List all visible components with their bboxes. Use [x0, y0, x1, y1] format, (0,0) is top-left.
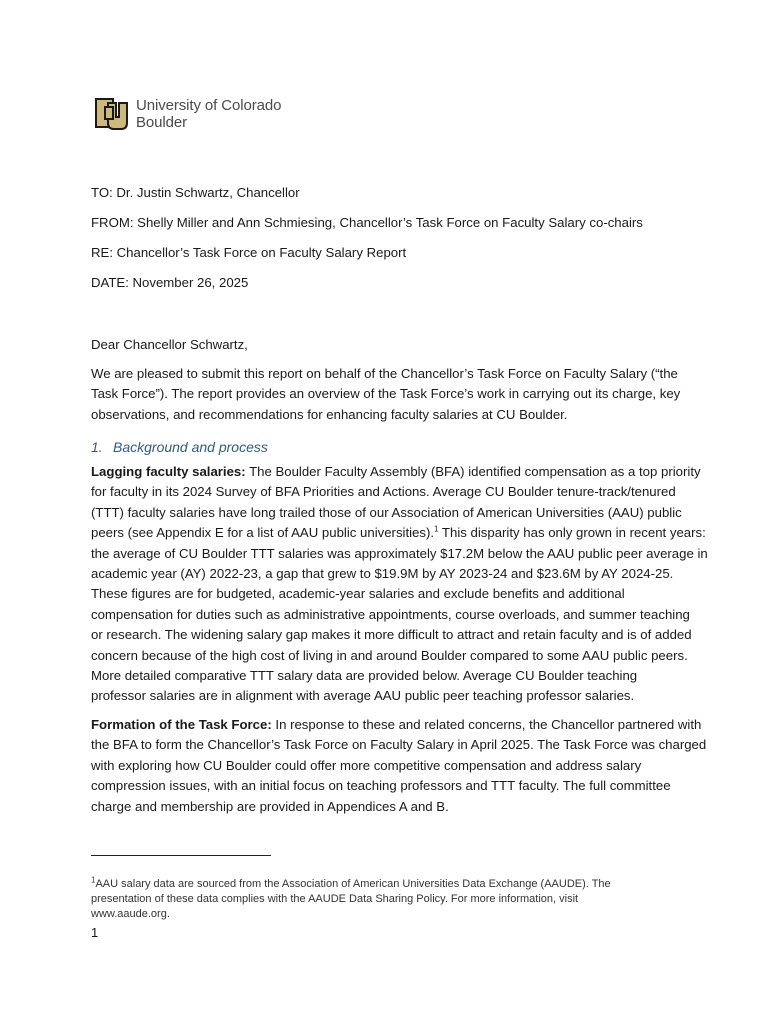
cu-logo-icon — [93, 95, 129, 133]
paragraph-line: peers (see Appendix E for a list of AAU public universities).$^1$ This disparity has only grown in recent years: — [91, 524, 706, 541]
paragraph-line: Lagging faculty salaries: The Boulder Faculty Assembly (BFA) identified compensation as a top priority — [91, 464, 701, 479]
paragraph-label: Formation of the Task Force: — [91, 717, 272, 732]
section-title: Background and process — [113, 439, 268, 455]
page-number: 1 — [91, 925, 99, 940]
footnote-reference: 1 — [434, 524, 439, 534]
paragraph-label: Lagging faculty salaries: — [91, 464, 246, 479]
university-logo — [93, 95, 281, 133]
logo-line-1: University of Colorado — [136, 97, 282, 114]
paragraph-line: (TTT) faculty salaries have long trailed those of our Association of American Universities (AAU) public — [91, 504, 682, 520]
intro-line: Task Force”). The report provides an overview of the Task Force’s work in carrying out its charge, key — [91, 386, 681, 402]
footnote-link[interactable]: www.aaude.org. — [91, 908, 170, 920]
paragraph-line: More detailed comparative TTT salary data are provided below. Average CU Boulder teaching — [91, 668, 638, 684]
paragraph-line: These figures are for budgeted, academic-year salaries and exclude benefits and additional — [91, 586, 625, 602]
footnote-separator — [91, 855, 271, 856]
lagging-salaries-paragraph — [91, 462, 708, 707]
memo-date: DATE: November 26, 2025 — [91, 275, 249, 290]
logo-wordmark — [136, 97, 281, 131]
paragraph-line: charge and membership are provided in Appendices A and B. — [91, 798, 449, 814]
section-number: 1. — [91, 439, 103, 455]
paragraph-line: compression issues, with an initial focus on teaching professors and TTT faculty. The full committee — [91, 778, 671, 794]
memo-to: TO: Dr. Justin Schwartz, Chancellor — [91, 185, 300, 200]
paragraph-line: academic year (AY) 2022-23, a gap that grew to $19.9M by AY 2023-24 and $23.6M by AY 2024-25. — [91, 566, 674, 582]
paragraph-line: for faculty in its 2024 Survey of BFA Priorities and Actions. Average CU Boulder tenure-track/tenured — [91, 484, 676, 500]
memo-from: FROM: Shelly Miller and Ann Schmiesing, Chancellor’s Task Force on Faculty Salary co-chairs — [91, 215, 643, 230]
intro-line: We are pleased to submit this report on behalf of the Chancellor’s Task Force on Faculty Salary (“the — [91, 366, 678, 381]
paragraph-line: the average of CU Boulder TTT salaries was approximately $17.2M below the AAU public peer average in — [91, 545, 708, 561]
paragraph-line: concern because of the high cost of living in and around Boulder compared to some AAU public peers. — [91, 647, 688, 663]
paragraph-line: with exploring how CU Boulder could offer more competitive compensation and address salary — [91, 757, 642, 773]
footnote: $^1$AAU salary data are sourced from the Association of American Universities Data Exchange (AAUDE). The presentation of these data complies with the AAUDE Data Sharing Policy. For more information, visit www.aaude.org. — [91, 875, 611, 920]
memo-re: RE: Chancellor’s Task Force on Faculty Salary Report — [91, 245, 407, 260]
paragraph-line: the BFA to form the Chancellor’s Task Force on Faculty Salary in April 2025. The Task Force was charged — [91, 737, 707, 753]
paragraph-line: compensation for duties such as administrative appointments, course overloads, and summer teaching — [91, 606, 690, 622]
paragraph-line: professor salaries are in alignment with average AAU public peer teaching professor salaries. — [91, 688, 635, 704]
intro-line: observations, and recommendations for enhancing faculty salaries at CU Boulder. — [91, 406, 568, 422]
section-heading-background — [91, 439, 268, 455]
formation-paragraph — [91, 715, 707, 817]
salutation: Dear Chancellor Schwartz, — [91, 337, 248, 352]
footnote-marker: 1 — [91, 875, 96, 885]
paragraph-line: or research. The widening salary gap makes it more difficult to attract and retain faculty and is of added — [91, 627, 692, 643]
intro-paragraph — [91, 364, 681, 425]
paragraph-line: Formation of the Task Force: In response to these and related concerns, the Chancellor partnered with — [91, 717, 702, 732]
logo-line-2: Boulder — [136, 114, 188, 131]
